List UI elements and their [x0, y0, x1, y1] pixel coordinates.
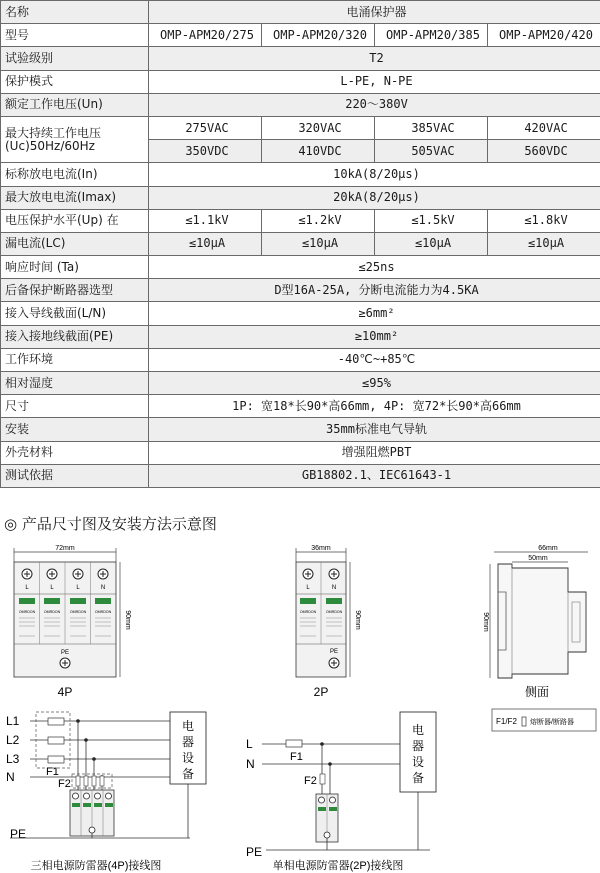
equipment-char: 设: [181, 751, 195, 765]
cell-label: 接入接地线截面(PE): [1, 325, 149, 348]
brand-text: OMRDON: [43, 610, 61, 614]
cell-label: 额定工作电压(Un): [1, 93, 149, 116]
width-4p-label: 72mm: [55, 545, 75, 552]
cell-label: 尺寸: [1, 395, 149, 418]
line-label: N: [6, 770, 15, 784]
line-label: L3: [6, 752, 20, 766]
row-backup-breaker: [1, 279, 600, 302]
equipment-char: 器: [411, 739, 425, 753]
line-label: N: [246, 757, 255, 771]
cell-label: 外壳材料: [1, 441, 149, 464]
cell-value: 560VDC: [488, 140, 600, 163]
cell-value: ≤10μA: [262, 232, 375, 255]
pe-label: PE: [329, 649, 339, 655]
cell-value: OMP-APM20/275: [149, 24, 262, 47]
cell-label: 相对湿度: [1, 372, 149, 395]
cell-label: 后备保护断路器选型: [1, 279, 149, 302]
row-max-current: [1, 186, 600, 209]
cell-value: -40℃~+85℃: [149, 348, 600, 371]
cell-value: 320VAC: [262, 116, 375, 139]
cell-value: OMP-APM20/385: [375, 24, 488, 47]
equipment-char: 器: [181, 735, 195, 749]
row-protection-level: [1, 209, 600, 232]
section-heading: ◎ 产品尺寸图及安装方法示意图: [4, 515, 217, 533]
line-label: L2: [6, 733, 20, 747]
width-2p-label: 36mm: [311, 545, 331, 552]
cell-label: 型号: [1, 24, 149, 47]
row-model: [1, 24, 600, 47]
cell-value: 增强阻燃PBT: [149, 441, 600, 464]
cell-value: ≤95%: [149, 372, 600, 395]
cell-label: 电压保护水平(Up) 在: [1, 209, 149, 232]
caption-3p: 三相电源防雷器(4P)接线图: [30, 860, 162, 872]
equipment-char: 备: [411, 771, 425, 785]
pe-label: PE: [10, 827, 27, 841]
label-4p: 4P: [57, 685, 73, 699]
cell-label: 响应时间 (Ta): [1, 256, 149, 279]
row-installation: [1, 418, 600, 441]
cell-value: ≤25ns: [149, 256, 600, 279]
cell-value: ≤10μA: [375, 232, 488, 255]
cell-label: 最大放电电流(Imax): [1, 186, 149, 209]
drawing-4p: [14, 545, 131, 699]
cell-value: 10kA(8/20μs): [149, 163, 600, 186]
cell-value: 35mm标准电气导轨: [149, 418, 600, 441]
cell-value: 电涌保护器: [149, 1, 600, 24]
cell-value: 1P: 宽18*长90*高66mm, 4P: 宽72*长90*高66mm: [149, 395, 600, 418]
row-max-voltage-ac: [1, 116, 600, 139]
fuse-icon: [522, 717, 526, 726]
cell-value: ≤1.1kV: [149, 209, 262, 232]
cell-label: 漏电流(LC): [1, 232, 149, 255]
cell-value: L-PE, N-PE: [149, 70, 600, 93]
cell-label: 保护模式: [1, 70, 149, 93]
side-inner-label: 50mm: [528, 555, 548, 562]
fuse-icon: [48, 718, 64, 725]
cell-value: ≤1.5kV: [375, 209, 488, 232]
pole-label: L: [306, 585, 310, 591]
caption-1p: 单相电源防雷器(2P)接线图: [272, 860, 404, 872]
brand-text: OMRDON: [18, 610, 36, 614]
fuse-legend: [492, 709, 596, 731]
cell-label: 名称: [1, 1, 149, 24]
f1-label: F1: [46, 766, 59, 778]
row-test-class: [1, 47, 600, 70]
fuse-icon: [48, 756, 64, 763]
row-nominal-current: [1, 163, 600, 186]
legend-text: 熔断器/断路器: [530, 719, 574, 726]
pole-label: L: [76, 585, 80, 591]
equipment-char: 电: [411, 723, 425, 737]
wiring-1p: [246, 712, 436, 872]
row-environment: [1, 348, 600, 371]
fuse-icon: [320, 774, 325, 784]
pe-label: PE: [60, 650, 70, 656]
indicator-window: [300, 598, 316, 604]
cell-value: ≥6mm²: [149, 302, 600, 325]
height-label: 90mm: [482, 612, 489, 632]
brand-text: OMRDON: [94, 610, 112, 614]
cell-value: OMP-APM20/420: [488, 24, 600, 47]
line-label: L1: [6, 714, 20, 728]
row-protection-mode: [1, 70, 600, 93]
cell-value: D型16A-25A, 分断电流能力为4.5KA: [149, 279, 600, 302]
cell-value: ≤10μA: [149, 232, 262, 255]
row-response-time: [1, 256, 600, 279]
cell-value: 505VAC: [375, 140, 488, 163]
row-header: [1, 1, 600, 24]
side-profile: [498, 564, 586, 678]
row-rated-voltage: [1, 93, 600, 116]
cell-label: 试验级别: [1, 47, 149, 70]
pole-label: N: [331, 585, 337, 591]
label-2p: 2P: [313, 685, 329, 699]
equipment-char: 设: [411, 755, 425, 769]
cell-value: ≤1.2kV: [262, 209, 375, 232]
pole-label: L: [50, 585, 54, 591]
cell-value: 275VAC: [149, 116, 262, 139]
indicator-window: [326, 598, 342, 604]
cell-value: 410VDC: [262, 140, 375, 163]
brand-text: OMRDON: [299, 610, 317, 614]
f2-label: F2: [304, 775, 317, 787]
cell-value: 385VAC: [375, 116, 488, 139]
legend-symbol: F1/F2: [496, 717, 517, 726]
equipment-char: 备: [181, 767, 195, 781]
cell-label: 测试依据: [1, 464, 149, 487]
cell-value: 20kA(8/20μs): [149, 186, 600, 209]
cell-label: 最大持续工作电压 (Uc)50Hz/60Hz: [1, 116, 149, 162]
equipment-char: 电: [181, 719, 195, 733]
row-size: [1, 395, 600, 418]
line-label: L: [246, 737, 253, 751]
cell-value: ≥10mm²: [149, 325, 600, 348]
cell-value: 420VAC: [488, 116, 600, 139]
side-depth-label: 66mm: [538, 545, 558, 552]
drawings-and-wiring: [0, 532, 600, 873]
cell-value: ≤10μA: [488, 232, 600, 255]
cell-value: T2: [149, 47, 600, 70]
cell-label: 安装: [1, 418, 149, 441]
wiring-3p: [6, 712, 206, 872]
cell-value: GB18802.1、IEC61643-1: [149, 464, 600, 487]
drawing-side: [482, 545, 588, 699]
cell-label: 工作环境: [1, 348, 149, 371]
f2-label: F2: [58, 778, 71, 790]
row-leakage: [1, 232, 600, 255]
cell-value: 350VDC: [149, 140, 262, 163]
cell-label: 接入导线截面(L/N): [1, 302, 149, 325]
row-housing: [1, 441, 600, 464]
fuse-icon: [48, 737, 64, 744]
row-standard: [1, 464, 600, 487]
f1-label: F1: [290, 751, 303, 763]
drawing-2p: [296, 545, 361, 699]
height-label: 90mm: [124, 610, 131, 630]
cell-value: ≤1.8kV: [488, 209, 600, 232]
cell-label: 标称放电电流(In): [1, 163, 149, 186]
pole-label: N: [100, 585, 106, 591]
row-ground-section: [1, 325, 600, 348]
brand-text: OMRDON: [69, 610, 87, 614]
row-wire-section: [1, 302, 600, 325]
height-label: 90mm: [354, 610, 361, 630]
label-side: 侧面: [524, 685, 550, 699]
fuse-icon: [286, 740, 302, 747]
pe-label: PE: [246, 845, 263, 859]
cell-value: 220～380V: [149, 93, 600, 116]
brand-text: OMRDON: [325, 610, 343, 614]
pole-label: L: [25, 585, 29, 591]
row-humidity: [1, 372, 600, 395]
cell-value: OMP-APM20/320: [262, 24, 375, 47]
